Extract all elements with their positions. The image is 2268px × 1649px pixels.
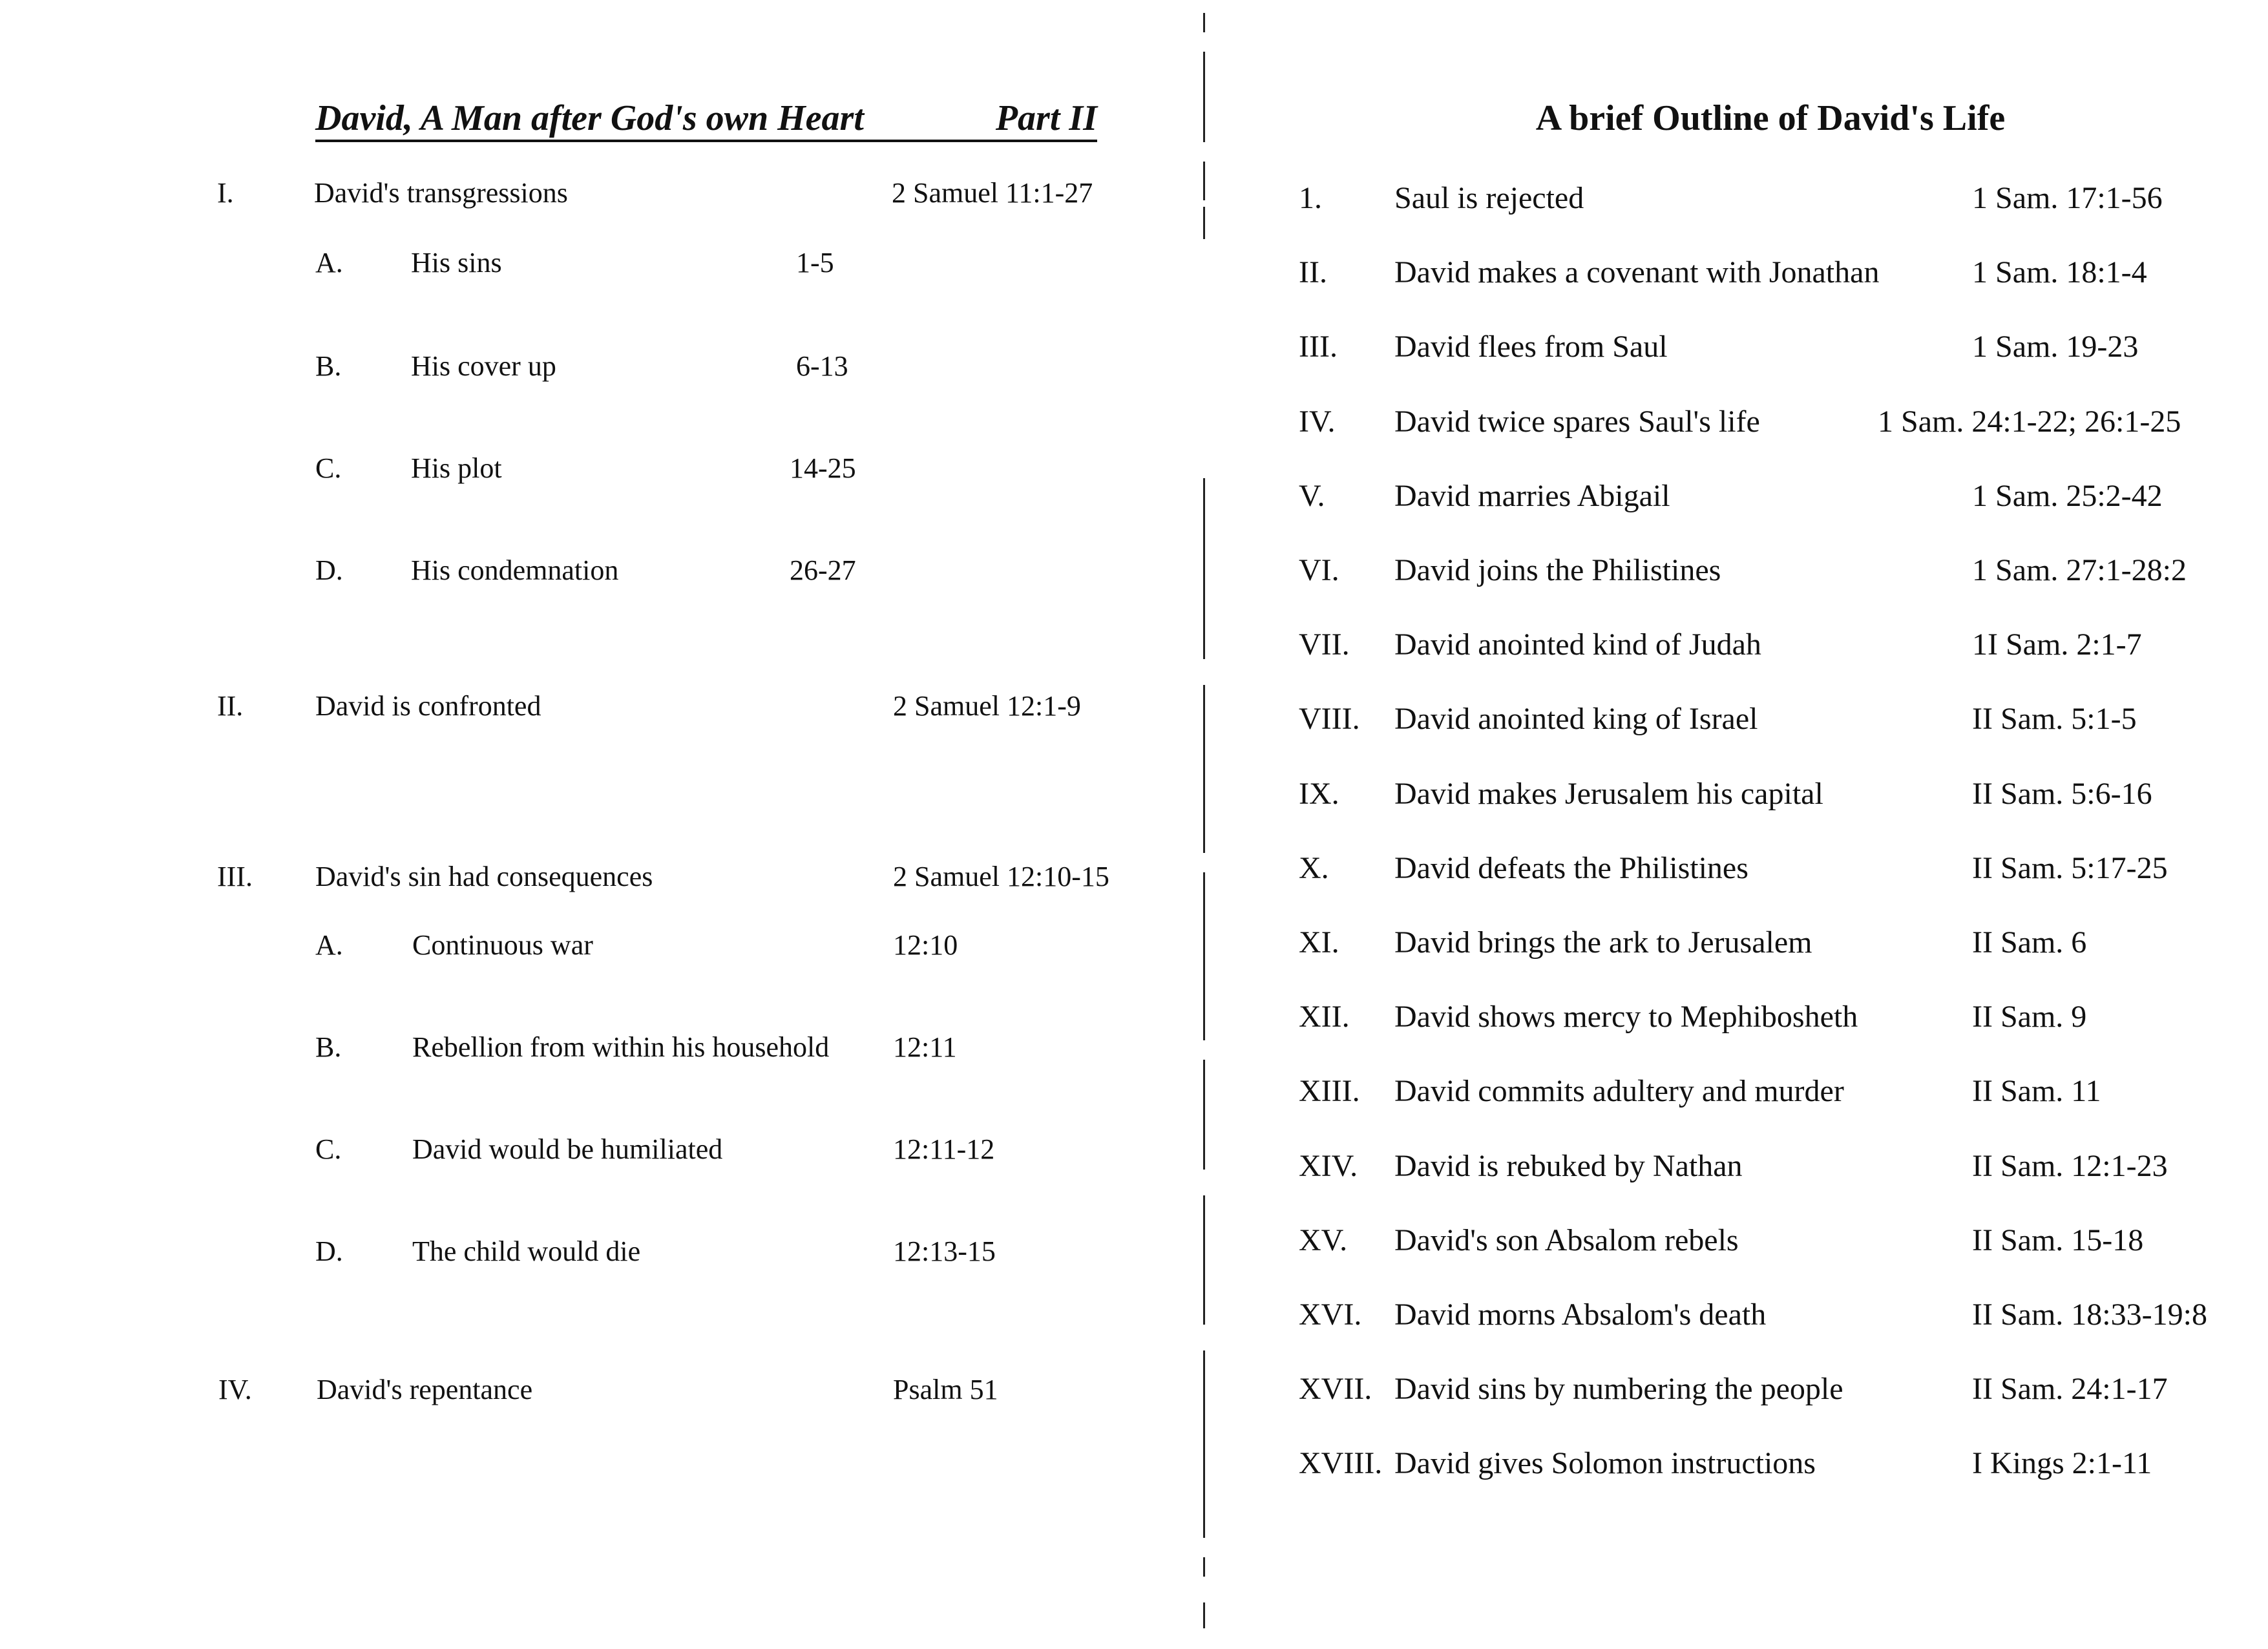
section-reference: Psalm 51 [893, 1374, 998, 1405]
right-page-title: A brief Outline of David's Life [1535, 98, 2006, 138]
outline-ref: 1I Sam. 2:1-7 [1972, 627, 2142, 662]
subitem-text: His cover up [411, 350, 556, 382]
section-reference: 2 Samuel 12:10-15 [893, 861, 1109, 892]
outline-text: David makes Jerusalem his capital [1394, 777, 1823, 811]
subitem-letter: D. [315, 554, 343, 586]
outline-numeral: XI. [1299, 925, 1339, 960]
subitem-ref: 6-13 [796, 350, 848, 382]
section-heading: David is confronted [315, 690, 541, 722]
title-text: David, A Man after God's own Heart [315, 98, 864, 138]
outline-text: David is rebuked by Nathan [1394, 1149, 1743, 1183]
subitem-text: His condemnation [411, 554, 619, 586]
section-heading: David's sin had consequences [315, 861, 653, 892]
subitem-ref: 12:11 [893, 1031, 957, 1063]
outline-ref: 1 Sam. 19-23 [1972, 330, 2139, 364]
subitem-letter: B. [315, 350, 342, 382]
subitem-letter: A. [315, 247, 343, 278]
section-numeral: I. [217, 177, 234, 209]
subitem-ref: 26-27 [790, 554, 856, 586]
outline-ref: II Sam. 15-18 [1972, 1223, 2144, 1257]
outline-text: David twice spares Saul's life [1394, 404, 1760, 439]
outline-text: David's son Absalom rebels [1394, 1223, 1739, 1257]
section-reference: 2 Samuel 11:1-27 [892, 177, 1093, 209]
subitem-text: The child would die [412, 1235, 641, 1267]
outline-numeral: XVI. [1299, 1297, 1362, 1332]
part-label: Part II [995, 98, 1097, 138]
outline-numeral: VII. [1299, 627, 1350, 662]
outline-text: David makes a covenant with Jonathan [1394, 255, 1880, 289]
outline-ref: 1 Sam. 17:1-56 [1972, 181, 2163, 215]
subitem-letter: D. [315, 1235, 343, 1267]
outline-ref: II Sam. 18:33-19:8 [1972, 1297, 2207, 1332]
outline-numeral: V. [1299, 479, 1325, 513]
section-heading: David's transgressions [314, 177, 568, 209]
outline-numeral: III. [1299, 330, 1338, 364]
outline-ref: II Sam. 6 [1972, 925, 2087, 960]
subitem-letter: B. [315, 1031, 342, 1063]
outline-ref: II Sam. 12:1-23 [1972, 1149, 2168, 1183]
outline-numeral: II. [1299, 255, 1327, 289]
outline-numeral: VIII. [1299, 702, 1360, 736]
outline-numeral: XIV. [1299, 1149, 1358, 1183]
section-numeral: II. [217, 690, 244, 722]
outline-ref: 1 Sam. 27:1-28:2 [1972, 553, 2187, 587]
outline-numeral: XIII. [1299, 1074, 1360, 1108]
subitem-text: His sins [411, 247, 502, 278]
subitem-ref: 12:13-15 [893, 1235, 996, 1267]
outline-text: David joins the Philistines [1394, 553, 1721, 587]
subitem-ref: 12:11-12 [893, 1133, 995, 1165]
section-numeral: III. [217, 861, 253, 892]
subitem-letter: C. [315, 1133, 342, 1165]
subitem-text: His plot [411, 452, 502, 484]
outline-text: David anointed kind of Judah [1394, 627, 1761, 662]
left-page-title [315, 97, 1097, 142]
outline-numeral: IX. [1299, 777, 1339, 811]
outline-text: David commits adultery and murder [1394, 1074, 1844, 1108]
outline-numeral: XII. [1299, 1000, 1350, 1034]
subitem-letter: A. [315, 929, 343, 961]
outline-text: David brings the ark to Jerusalem [1394, 925, 1812, 960]
outline-ref: 1 Sam. 24:1-22; 26:1-25 [1878, 404, 2181, 439]
outline-numeral: XVII. [1299, 1372, 1372, 1406]
outline-text: David gives Solomon instructions [1394, 1446, 1816, 1480]
outline-text: David morns Absalom's death [1394, 1297, 1767, 1332]
outline-text: David anointed king of Israel [1394, 702, 1758, 736]
section-numeral: IV. [218, 1374, 252, 1405]
page-fold-divider [1203, 13, 1206, 1628]
section-reference: 2 Samuel 12:1-9 [893, 690, 1081, 722]
outline-ref: 1 Sam. 25:2-42 [1972, 479, 2163, 513]
outline-ref: II Sam. 5:6-16 [1972, 777, 2152, 811]
outline-numeral: XVIII. [1299, 1446, 1383, 1480]
outline-text: David defeats the Philistines [1394, 851, 1748, 885]
outline-ref: II Sam. 5:17-25 [1972, 851, 2168, 885]
outline-ref: II Sam. 11 [1972, 1074, 2101, 1108]
outline-numeral: IV. [1299, 404, 1336, 439]
outline-numeral: X. [1299, 851, 1329, 885]
subitem-ref: 14-25 [790, 452, 856, 484]
subitem-text: Rebellion from within his household [412, 1031, 830, 1063]
outline-text: David shows mercy to Mephibosheth [1394, 1000, 1858, 1034]
outline-ref: 1 Sam. 18:1-4 [1972, 255, 2147, 289]
outline-text: David sins by numbering the people [1394, 1372, 1843, 1406]
outline-text: David flees from Saul [1394, 330, 1668, 364]
outline-ref: II Sam. 5:1-5 [1972, 702, 2137, 736]
subitem-ref: 12:10 [893, 929, 958, 961]
outline-numeral: XV. [1299, 1223, 1348, 1257]
outline-text: Saul is rejected [1394, 181, 1584, 215]
outline-numeral: VI. [1299, 553, 1339, 587]
outline-text: David marries Abigail [1394, 479, 1670, 513]
subitem-text: David would be humiliated [412, 1133, 723, 1165]
outline-ref: I Kings 2:1-11 [1972, 1446, 2152, 1480]
subitem-text: Continuous war [412, 929, 593, 961]
outline-ref: II Sam. 24:1-17 [1972, 1372, 2168, 1406]
subitem-letter: C. [315, 452, 342, 484]
outline-ref: II Sam. 9 [1972, 1000, 2087, 1034]
section-heading: David's repentance [317, 1374, 533, 1405]
outline-numeral: 1. [1299, 181, 1322, 215]
subitem-ref: 1-5 [796, 247, 834, 278]
